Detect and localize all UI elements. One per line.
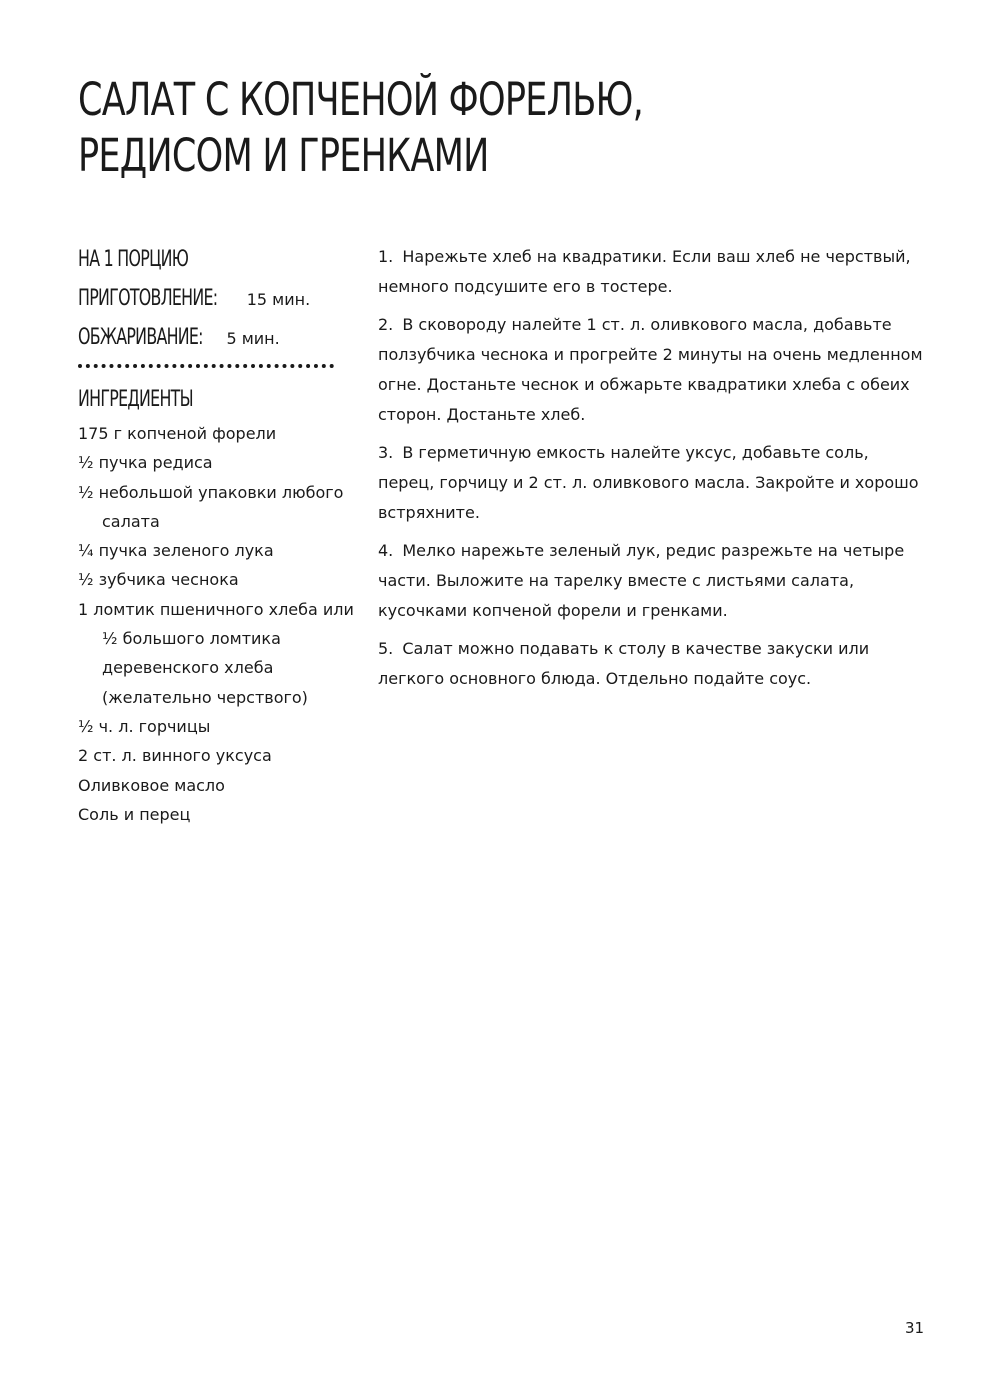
ingredient-item: ¼ пучка зеленого лука xyxy=(78,541,274,561)
recipe-title-line-2: РЕДИСОМ И ГРЕНКАМИ xyxy=(78,129,489,182)
instruction-step xyxy=(378,310,926,430)
step-text: В герметичную емкость налейте уксус, добавьте соль, перец, горчицу и 2 ст. л. оливкового масла. Закройте и хорошо встряхните. xyxy=(378,443,919,522)
ingredient-item: Соль и перец xyxy=(78,804,191,824)
step-number: 2. xyxy=(378,315,394,334)
instruction-step xyxy=(378,536,926,626)
ingredient-item: ½ пучка редиса xyxy=(78,453,213,473)
ingredient-item: 1 ломтик пшеничного хлеба или ½ большого ломтика деревенского хлеба (желательно черствого) xyxy=(78,599,354,707)
ingredient-item: 175 г копченой форели xyxy=(78,424,277,443)
fry-time-value: 5 мин. xyxy=(226,329,280,348)
step-text: Мелко нарежьте зеленый лук, редис разрежьте на четыре части. Выложите на тарелку вместе с листьями салата, кусочками копченой форели и гренками. xyxy=(378,541,905,620)
ingredients-list xyxy=(78,419,363,829)
ingredient-item: ½ зубчика чеснока xyxy=(78,570,239,590)
step-number: 3. xyxy=(378,443,394,462)
fry-time-label: ОБЖАРИВАНИЕ: xyxy=(78,325,203,350)
prep-time-line xyxy=(78,279,348,318)
instruction-step xyxy=(378,242,926,302)
recipe-title-line-1: САЛАТ С КОПЧЕНОЙ ФОРЕЛЬЮ, xyxy=(78,73,644,126)
ingredients-heading: ИНГРЕДИЕНТЫ xyxy=(78,387,193,412)
ingredient-item: ½ небольшой упаковки любого салата xyxy=(78,482,344,531)
prep-time-value: 15 мин. xyxy=(246,290,311,309)
instructions-list xyxy=(378,242,926,702)
ingredient-item: ½ ч. л. горчицы xyxy=(78,716,211,736)
portions-label: НА 1 ПОРЦИЮ xyxy=(78,247,189,272)
portions-line xyxy=(78,240,348,279)
step-text: В сковороду налейте 1 ст. л. оливкового масла, добавьте ползубчика чеснока и прогрейте 2 минуты на очень медленном огне. Достаньте чеснок и обжарьте квадратики хлеба с обеих сторон. Достаньте хлеб. xyxy=(378,315,923,424)
recipe-title xyxy=(78,72,749,184)
recipe-meta xyxy=(78,240,348,357)
ingredient-item: 2 ст. л. винного уксуса xyxy=(78,746,272,766)
step-number: 5. xyxy=(378,639,394,658)
step-text: Нарежьте хлеб на квадратики. Если ваш хлеб не черствый, немного подсушите его в тостере. xyxy=(378,247,911,296)
step-text: Салат можно подавать к столу в качестве закуски или легкого основного блюда. Отдельно подайте соус. xyxy=(378,639,870,688)
instruction-step xyxy=(378,634,926,694)
prep-time-label: ПРИГОТОВЛЕНИЕ: xyxy=(78,286,218,311)
step-number: 1. xyxy=(378,247,394,266)
page-number: 31 xyxy=(905,1319,925,1337)
dotted-divider xyxy=(78,364,334,368)
step-number: 4. xyxy=(378,541,394,560)
instruction-step xyxy=(378,438,926,528)
ingredient-item: Оливковое масло xyxy=(78,775,225,795)
fry-time-line xyxy=(78,318,348,357)
